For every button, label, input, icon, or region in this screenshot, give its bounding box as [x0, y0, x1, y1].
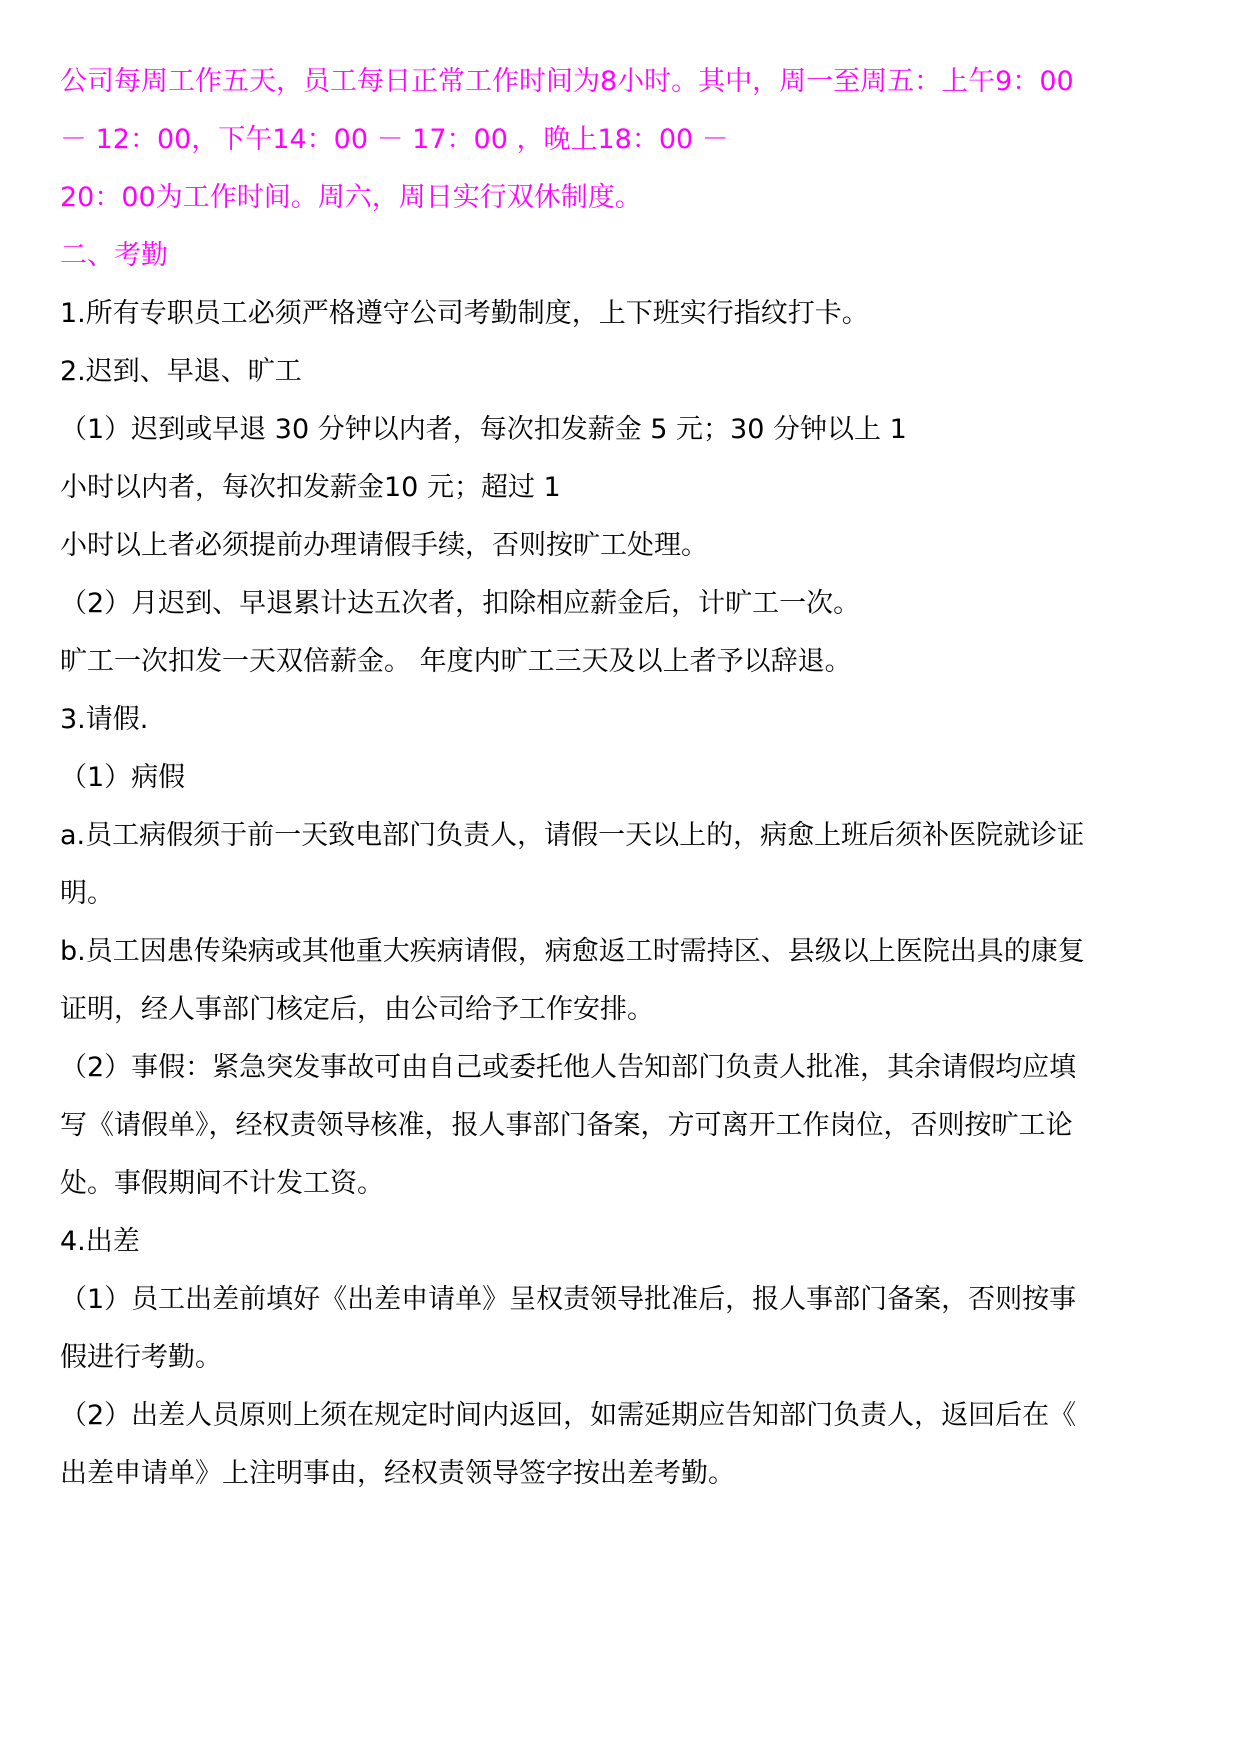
personal-leave-line-3: 处。事假期间不计发工资。 [60, 1168, 384, 1199]
sick-leave-a-line-2: 明。 [60, 878, 114, 909]
sick-leave-b-line-1: b.员工因患传染病或其他重大疾病请假，病愈返工时需持区、县级以上医院出具的康复 [60, 936, 1085, 967]
section-heading-attendance: 二、考勤 [60, 240, 168, 271]
trip-rule-1-line-2: 假进行考勤。 [60, 1342, 222, 1373]
trip-rule-2-line-2: 出差申请单》上注明事由，经权责领导签字按出差考勤。 [60, 1458, 735, 1489]
absence-rule: 旷工一次扣发一天双倍薪金。 年度内旷工三天及以上者予以辞退。 [60, 646, 852, 677]
late-rule-line-1: （1）迟到或早退 30 分钟以内者，每次扣发薪金 5 元；30 分钟以上 1 [60, 414, 907, 445]
late-rule-line-4: （2）月迟到、早退累计达五次者，扣除相应薪金后，计旷工一次。 [60, 588, 861, 619]
subheading-sick-leave: （1）病假 [60, 762, 186, 793]
late-rule-line-3: 小时以上者必须提前办理请假手续，否则按旷工处理。 [60, 530, 708, 561]
late-rule-line-2: 小时以内者，每次扣发薪金10 元；超过 1 [60, 472, 561, 503]
subheading-leave: 3.请假. [60, 704, 149, 735]
trip-rule-2-line-1: （2）出差人员原则上须在规定时间内返回，如需延期应告知部门负责人，返回后在《 [60, 1400, 1077, 1431]
subheading-lateness: 2.迟到、早退、旷工 [60, 356, 302, 387]
rule-fingerprint-clock: 1.所有专职员工必须严格遵守公司考勤制度，上下班实行指纹打卡。 [60, 298, 869, 329]
trip-rule-1-line-1: （1）员工出差前填好《出差申请单》呈权责领导批准后，报人事部门备案，否则按事 [60, 1284, 1077, 1315]
schedule-line-2: － 12：00，下午14：00 － 17：00 ，晚上18：00 － [60, 124, 729, 155]
sick-leave-a-line-1: a.员工病假须于前一天致电部门负责人，请假一天以上的，病愈上班后须补医院就诊证 [60, 820, 1085, 851]
schedule-line-3: 20：00为工作时间。周六，周日实行双休制度。 [60, 182, 642, 213]
sick-leave-b-line-2: 证明，经人事部门核定后，由公司给予工作安排。 [60, 994, 654, 1025]
subheading-business-trip: 4.出差 [60, 1226, 140, 1257]
personal-leave-line-1: （2）事假：紧急突发事故可由自己或委托他人告知部门负责人批准，其余请假均应填 [60, 1052, 1077, 1083]
personal-leave-line-2: 写《请假单》，经权责领导核准，报人事部门备案，方可离开工作岗位，否则按旷工论 [60, 1110, 1073, 1141]
schedule-line-1: 公司每周工作五天，员工每日正常工作时间为8小时。其中，周一至周五：上午9：00 [60, 66, 1074, 97]
